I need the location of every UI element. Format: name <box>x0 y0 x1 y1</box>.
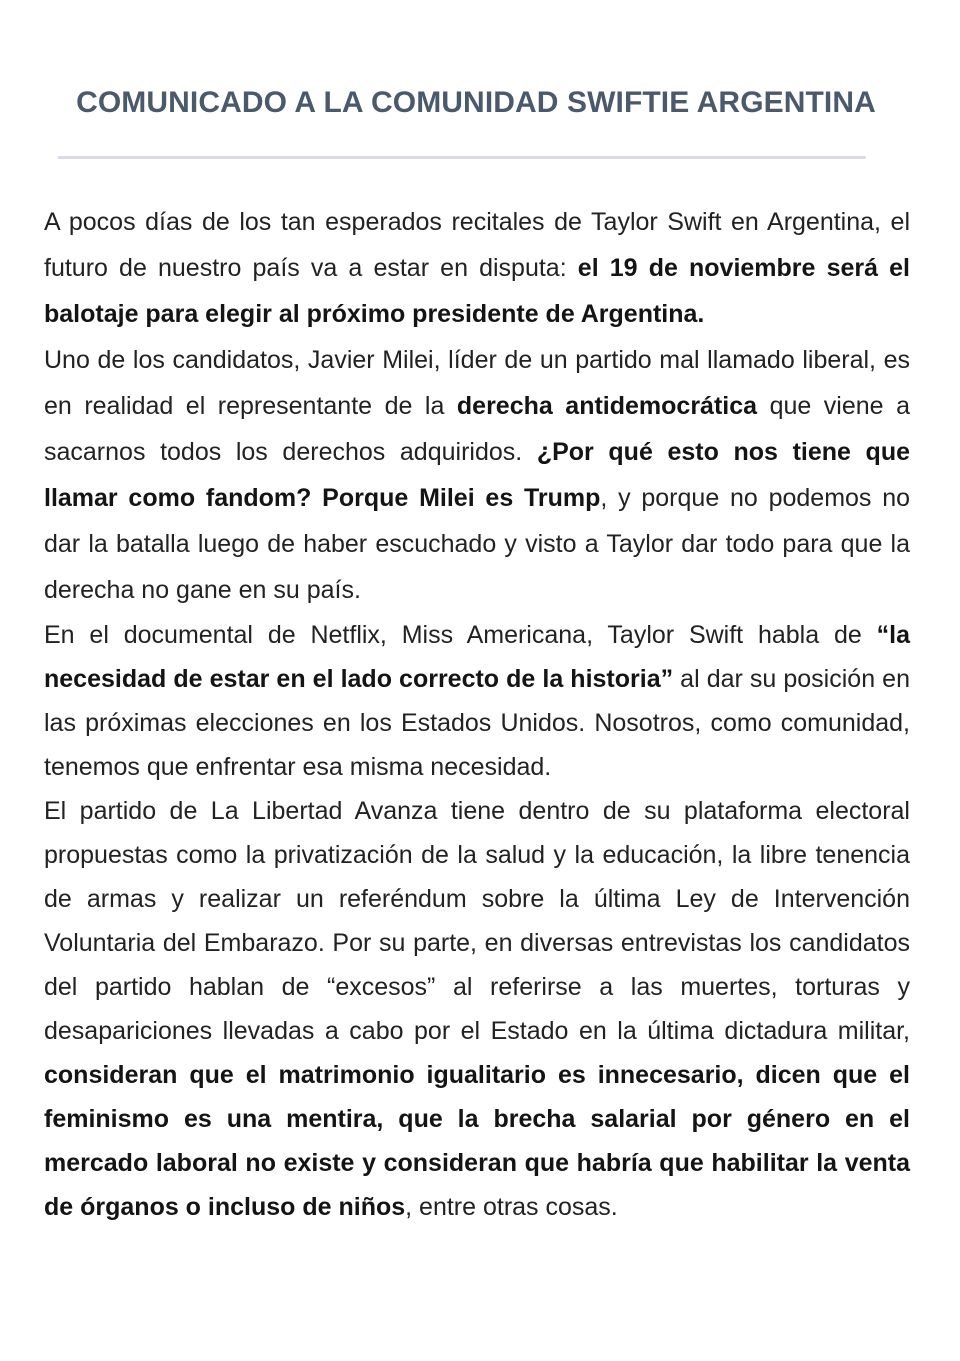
paragraph-2-text-1: Uno de los candidatos, Javier Milei, líder de un partido mal llamado liberal, es en realidad el representante de la <box>44 346 910 420</box>
paragraph-1-bold-1: el 19 de noviembre será el balotaje para elegir al próximo presidente de Argentina. <box>44 254 910 328</box>
paragraph-2-text-2: que viene a sacarnos todos los derechos adquiridos. <box>44 392 910 466</box>
title-divider <box>58 156 866 159</box>
paragraph-4 <box>44 789 910 1229</box>
paragraph-4-text-2: , entre otras cosas. <box>405 1193 618 1221</box>
paragraph-2 <box>44 337 910 613</box>
paragraph-3-bold-1: “la necesidad de estar en el lado correcto de la historia” <box>44 621 910 693</box>
paragraph-1 <box>44 199 910 337</box>
paragraph-2-bold-1: derecha antidemocrática <box>456 392 758 420</box>
paragraph-2-bold-2: ¿Por qué esto nos tiene que llamar como fandom? Porque Milei es Trump <box>44 438 911 512</box>
document-title: COMUNICADO A LA COMUNIDAD SWIFTIE ARGENTINA <box>76 86 876 119</box>
paragraph-4-bold-1: consideran que el matrimonio igualitario es innecesario, dicen que el feminismo es una mentira, que la brecha salarial por género en el mercado laboral no existe y consideran que habría que habilitar la venta de órganos o incluso de niños <box>44 1061 910 1221</box>
paragraph-3 <box>44 613 910 789</box>
paragraph-3-text-1: En el documental de Netflix, Miss Americana, Taylor Swift habla de <box>44 621 877 649</box>
document-body <box>44 199 910 1229</box>
paragraph-3-text-2: al dar su posición en las próximas elecciones en los Estados Unidos. Nosotros, como comunidad, tenemos que enfrentar esa misma necesidad. <box>44 665 910 781</box>
paragraph-1-text-1: A pocos días de los tan esperados recitales de Taylor Swift en Argentina, el futuro de nuestro país va a estar en disputa: <box>44 208 910 282</box>
paragraph-2-text-3: , y porque no podemos no dar la batalla luego de haber escuchado y visto a Taylor dar todo para que la derecha no gane en su país. <box>44 484 910 604</box>
paragraph-4-text-1: El partido de La Libertad Avanza tiene dentro de su plataforma electoral propuestas como la privatización de la salud y la educación, la libre tenencia de armas y realizar un referéndum sobre la última Ley de Intervención Voluntaria del Embarazo. Por su parte, en diversas entrevistas los candidatos del partido hablan de “excesos” al referirse a las muertes, torturas y desapariciones llevadas a cabo por el Estado en la última dictadura militar, <box>44 797 910 1045</box>
